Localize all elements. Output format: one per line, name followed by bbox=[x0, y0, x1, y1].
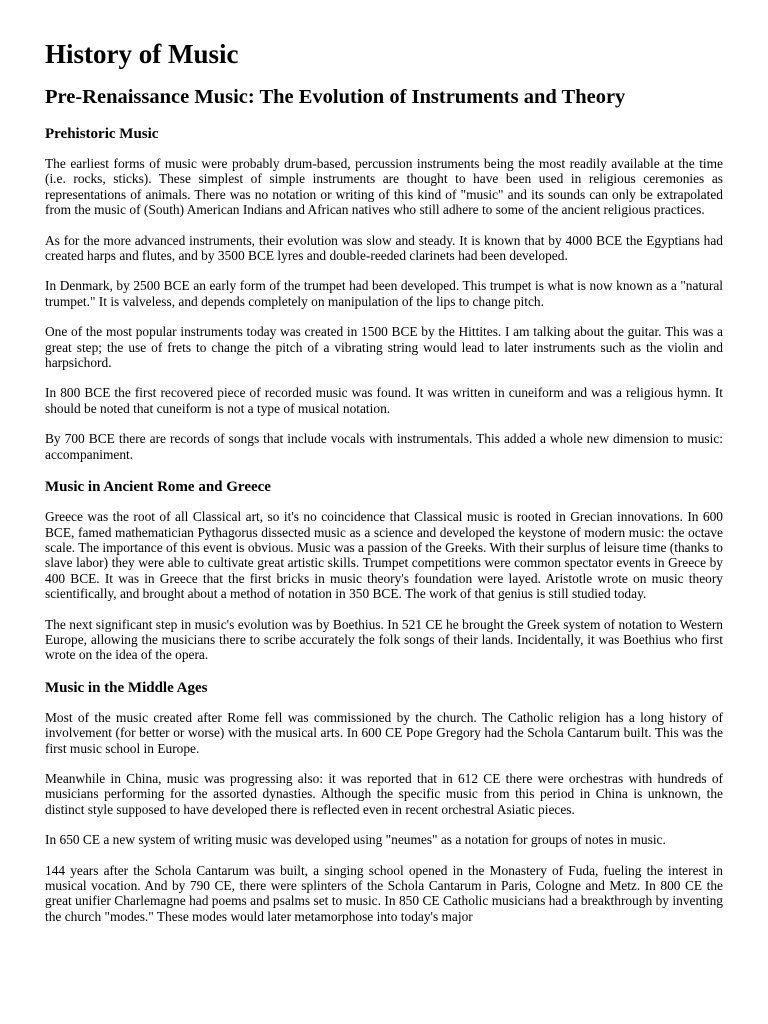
paragraph: In 650 CE a new system of writing music was developed using "neumes" as a notation for groups of notes in music. bbox=[45, 832, 666, 848]
paragraph: Greece was the root of all Classical art, so it's no coincidence that Classical music is rooted in Grecian innovations. In 600 BCE, famed mathematician Pythagorus dissected music as a science and developed the keystone of modern music: the octave scale. The importance of this event is obvious. Music was a passion of the Greeks. With their surplus of leisure time (thanks to slave labor) they were able to cultivate great artistic skills. Trumpet competitions were common spectator events in Greece by 400 BCE. It was in Greece that the first bricks in music theory's foundation were layed. Aristotle wrote on music theory scientifically, and brought about a method of notation in 350 BCE. The work of that genius is still studied today. bbox=[45, 509, 723, 602]
document-page bbox=[45, 0, 723, 1024]
page-title: History of Music bbox=[45, 39, 239, 69]
paragraph: As for the more advanced instruments, their evolution was slow and steady. It is known that by 4000 BCE the Egyptians had created harps and flutes, and by 3500 BCE lyres and double-reeded clarinets had been developed. bbox=[45, 232, 723, 264]
page-subtitle: Pre-Renaissance Music: The Evolution of Instruments and Theory bbox=[45, 86, 626, 108]
paragraph: In 800 BCE the first recovered piece of recorded music was found. It was written in cuneiform and was a religious hymn. It should be noted that cuneiform is not a type of musical notation. bbox=[45, 385, 723, 416]
section-heading: Music in the Middle Ages bbox=[45, 679, 208, 696]
paragraph: By 700 BCE there are records of songs that include vocals with instrumentals. This added a whole new dimension to music: accompaniment. bbox=[45, 431, 723, 462]
paragraph: Meanwhile in China, music was progressing also: it was reported that in 612 CE there were orchestras with hundreds of musicians performing for the assorted dynasties. Although the specific music from this period in China is unknown, the distinct style supposed to have developed there is reflected even in recent orchestral Asiatic pieces. bbox=[45, 770, 723, 817]
section-heading: Prehistoric Music bbox=[45, 126, 159, 142]
paragraph: One of the most popular instruments today was created in 1500 BCE by the Hittites. I am talking about the guitar. This was a great step; the use of frets to change the pitch of a vibrating string would lead to later instruments such as the violin and harpsichord. bbox=[45, 324, 723, 371]
paragraph: The earliest forms of music were probably drum-based, percussion instruments being the most readily available at the time (i.e. rocks, sticks). These simplest of simple instruments are thought to have been used in religious ceremonies as representations of animals. There was no notation or writing of this kind of "music" and its sounds can only be extrapolated from the music of (South) American Indians and African natives who still adhere to some of the ancient religious practices. bbox=[45, 156, 723, 218]
paragraph: Most of the music created after Rome fell was commissioned by the church. The Catholic religion has a long history of involvement (for better or worse) with the musical arts. In 600 CE Pope Gregory had the Schola Cantarum built. This was the first music school in Europe. bbox=[45, 709, 723, 756]
section-ancient-rome-greece bbox=[45, 477, 723, 663]
paragraph: 144 years after the Schola Cantarum was built, a singing school opened in the Monastery of Fuda, fueling the interest in musical vocation. And by 790 CE, there were splinters of the Schola Cantarum in Paris, Cologne and Metz. In 800 CE the great unifier Charlemagne had poems and psalms set to music. In 850 CE Catholic musicians had a breakthrough by inventing the church "modes." These modes would later metamorphose into today's major bbox=[45, 862, 723, 924]
paragraph: In Denmark, by 2500 BCE an early form of the trumpet had been developed. This trumpet is what is now known as a "natural trumpet." It is valveless, and depends completely on manipulation of the lips to change pitch. bbox=[45, 278, 723, 309]
section-prehistoric-music bbox=[45, 124, 723, 462]
paragraph: The next significant step in music's evolution was by Boethius. In 521 CE he brought the Greek system of notation to Western Europe, allowing the musicians there to scribe accurately the folk songs of their lands. Incidentally, it was Boethius who first wrote on the idea of the opera. bbox=[45, 616, 723, 663]
section-heading: Music in Ancient Rome and Greece bbox=[45, 479, 271, 496]
section-middle-ages bbox=[45, 678, 723, 924]
